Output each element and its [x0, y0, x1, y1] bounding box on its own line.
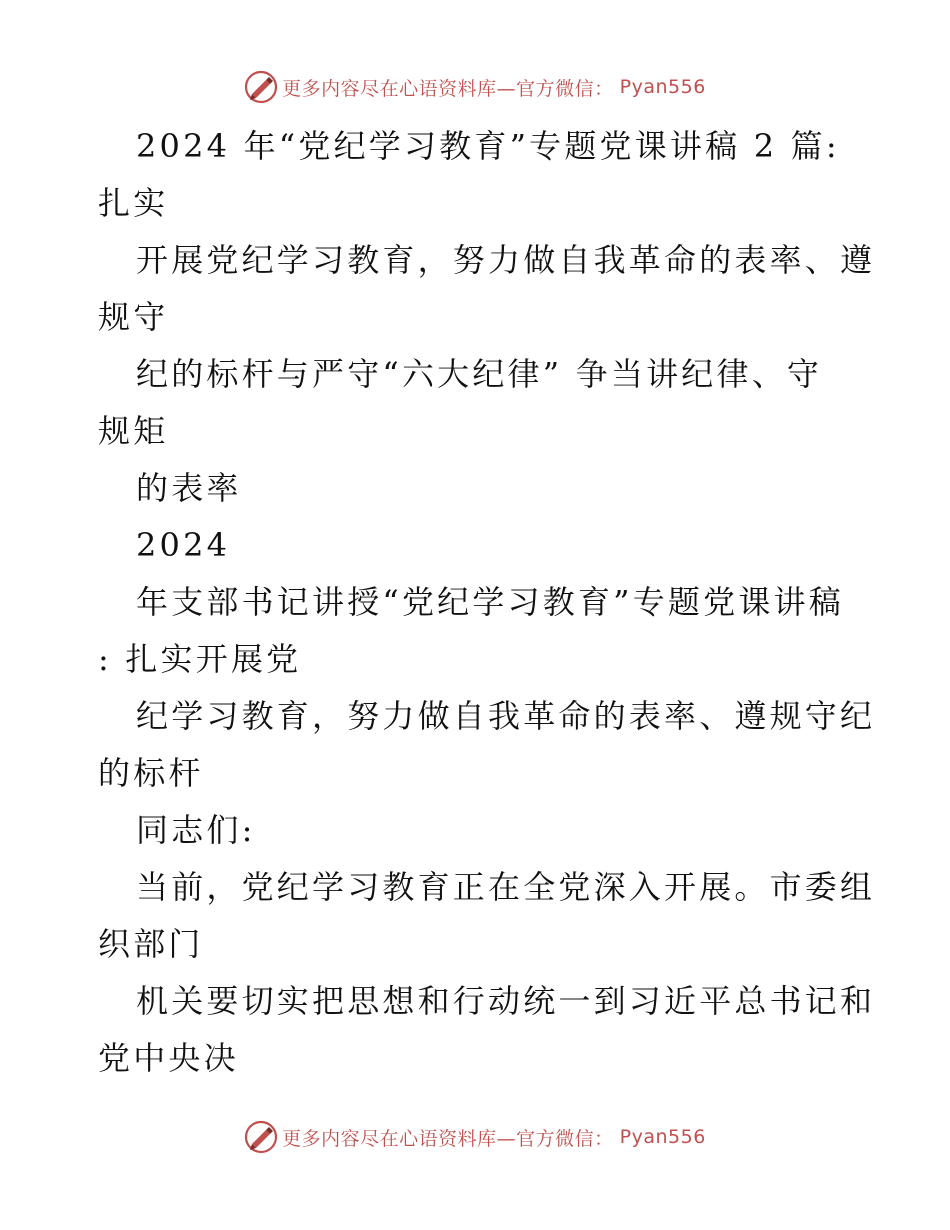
text-line: 年支部书记讲授“党纪学习教育”专题党课讲稿	[136, 583, 844, 621]
footer-banner-text: 更多内容尽在心语资料库—官方微信：	[282, 1127, 614, 1150]
text-line: 同志们:	[136, 811, 256, 849]
pen-logo-icon	[244, 1120, 278, 1154]
pen-logo-icon	[244, 70, 278, 104]
text-line: 织部门	[98, 925, 204, 963]
text-line: 2024	[136, 526, 231, 564]
header-banner-text: 更多内容尽在心语资料库—官方微信：	[282, 77, 614, 100]
text-line: 规矩	[98, 412, 169, 450]
text-line: 党中央决	[98, 1039, 239, 1077]
text-line: 当前，党纪学习教育正在全党深入开展。市委组	[136, 868, 876, 906]
text-line: 开展党纪学习教育，努力做自我革命的表率、遵	[136, 241, 876, 279]
text-line: 扎实	[98, 184, 169, 222]
text-line: 机关要切实把思想和行动统一到习近平总书记和	[136, 982, 876, 1020]
header-wechat-id: Pyan556	[619, 76, 706, 98]
page-header-banner	[0, 70, 950, 104]
text-line: 规守	[98, 298, 169, 336]
text-line: 纪学习教育，努力做自我革命的表率、遵规守纪	[136, 697, 876, 735]
text-line: 2024 年“党纪学习教育”专题党课讲稿 2 篇:	[136, 127, 840, 165]
page-footer-banner	[0, 1120, 950, 1154]
footer-wechat-id: Pyan556	[619, 1126, 706, 1148]
text-line: : 扎实开展党	[98, 640, 302, 678]
text-line: 纪的标杆与严守“六大纪律” 争当讲纪律、守	[136, 355, 823, 393]
text-line: 的表率	[136, 469, 242, 507]
document-body	[98, 118, 876, 1087]
text-line: 的标杆	[98, 754, 204, 792]
